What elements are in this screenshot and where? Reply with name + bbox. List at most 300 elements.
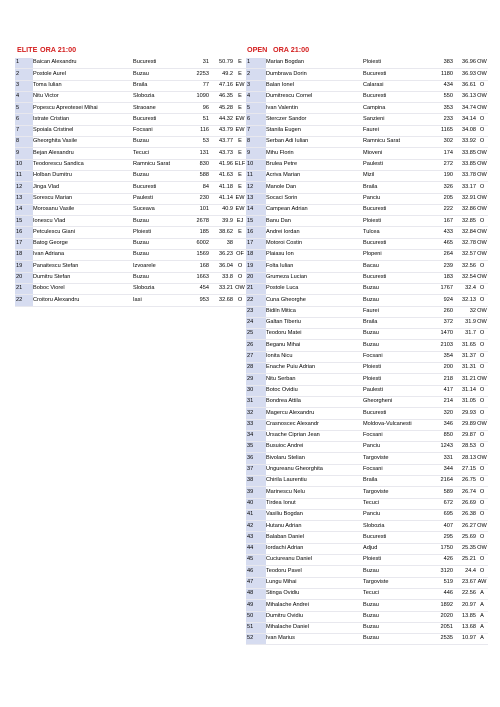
open-city-cell: Mizil <box>363 172 375 179</box>
open-name-cell: Ursache Ciprian Jean <box>266 432 320 439</box>
open-city-cell: Buzau <box>363 624 379 631</box>
open-value-cell: 233 <box>443 115 453 122</box>
open-value-cell: 331 <box>443 454 453 461</box>
elite-name-cell: Sorescu Marian <box>33 194 73 201</box>
open-class-cell: O <box>479 533 485 540</box>
open-value-cell: 326 <box>443 183 453 190</box>
open-speed-cell: 32.54 <box>462 273 476 280</box>
open-name-cell: Vasiliu Bogdan <box>266 511 303 518</box>
elite-class-cell: E <box>238 59 242 66</box>
open-class-cell: A <box>480 624 484 631</box>
open-table-row <box>246 317 488 328</box>
elite-rank-cell: 12 <box>15 182 33 193</box>
open-name-cell: Teodoru Pavel <box>266 567 302 574</box>
elite-value-cell: 84 <box>202 183 209 190</box>
elite-city-cell: Slobozia <box>133 93 155 100</box>
open-rank-cell: 33 <box>246 419 266 430</box>
open-city-cell: Ploiesti <box>363 364 382 371</box>
open-speed-cell: 32.86 <box>462 206 476 213</box>
open-city-cell: Slobozia <box>363 522 385 529</box>
open-value-cell: 672 <box>443 499 453 506</box>
open-table-row <box>246 374 488 385</box>
open-speed-cell: 28.13 <box>462 454 476 461</box>
elite-table-row <box>15 58 247 69</box>
open-class-cell: OW <box>477 206 487 213</box>
elite-city-cell: Iasi <box>133 296 142 303</box>
open-city-cell: Ploiesti <box>363 59 382 66</box>
elite-name-cell: Spoiala Cristinel <box>33 127 74 134</box>
open-table-row <box>246 204 488 215</box>
elite-rank-cell: 1 <box>15 58 33 69</box>
elite-value-cell: 1663 <box>196 273 209 280</box>
open-table-row <box>246 137 488 148</box>
elite-class-cell: O <box>237 296 243 303</box>
elite-name-cell: Nitu Victor <box>33 93 59 100</box>
open-table-row <box>246 453 488 464</box>
open-value-cell: 2535 <box>440 635 453 642</box>
open-city-cell: Focsani <box>363 466 383 473</box>
open-value-cell: 320 <box>443 409 453 416</box>
elite-table-row <box>15 80 247 91</box>
open-name-cell: Tirdea Ionut <box>266 499 296 506</box>
elite-rank-cell: 8 <box>15 137 33 148</box>
elite-speed-cell: 39.9 <box>222 217 233 224</box>
open-city-cell: Campina <box>363 104 386 111</box>
elite-city-cell: Tecuci <box>133 149 149 156</box>
elite-results-table <box>15 58 247 307</box>
elite-table-row <box>15 272 247 283</box>
open-class-cell: O <box>479 115 485 122</box>
elite-class-cell: ELF <box>234 161 246 168</box>
elite-table-row <box>15 250 247 261</box>
open-city-cell: Bacau <box>363 262 379 269</box>
elite-name-cell: Dumitru Stefan <box>33 273 71 280</box>
open-rank-cell: 9 <box>246 148 266 159</box>
open-speed-cell: 31.7 <box>465 330 476 337</box>
open-name-cell: Ivan Marius <box>266 635 295 642</box>
elite-rank-cell: 17 <box>15 238 33 249</box>
open-speed-cell: 36.13 <box>462 93 476 100</box>
open-value-cell: 1750 <box>440 545 453 552</box>
open-table-row <box>246 58 488 69</box>
open-city-cell: Buzau <box>363 296 379 303</box>
open-speed-cell: 25.35 <box>462 545 476 552</box>
elite-city-cell: Buzau <box>133 240 149 247</box>
elite-name-cell: Popescu Apreotesei Mihai <box>33 104 98 111</box>
elite-rank-cell: 14 <box>15 204 33 215</box>
open-speed-cell: 13.68 <box>462 624 476 631</box>
open-value-cell: 239 <box>443 262 453 269</box>
open-table-row <box>246 329 488 340</box>
elite-table-row <box>15 227 247 238</box>
open-table-row <box>246 475 488 486</box>
open-city-cell: Buzau <box>363 341 379 348</box>
open-rank-cell: 30 <box>246 385 266 396</box>
elite-class-cell: E <box>238 70 242 77</box>
open-class-cell: OW <box>477 59 487 66</box>
open-name-cell: Mihalache Daniel <box>266 624 309 631</box>
elite-value-cell: 116 <box>200 127 209 134</box>
open-speed-cell: 32.85 <box>462 217 476 224</box>
open-class-cell: O <box>479 511 485 518</box>
open-city-cell: Buzau <box>363 330 379 337</box>
open-class-cell: OW <box>477 93 487 100</box>
open-table-row <box>246 363 488 374</box>
open-value-cell: 695 <box>443 511 453 518</box>
open-rank-cell: 27 <box>246 351 266 362</box>
open-class-cell: OW <box>477 194 487 201</box>
open-results-table <box>246 58 488 645</box>
open-rank-cell: 36 <box>246 453 266 464</box>
open-rank-cell: 39 <box>246 487 266 498</box>
open-value-cell: 344 <box>443 466 453 473</box>
open-class-cell: O <box>479 432 485 439</box>
open-class-cell: O <box>479 330 485 337</box>
open-rank-cell: 18 <box>246 250 266 261</box>
open-speed-cell: 22.56 <box>462 590 476 597</box>
open-value-cell: 3120 <box>440 567 453 574</box>
open-table-row <box>246 634 488 645</box>
open-class-cell: O <box>479 262 485 269</box>
open-value-cell: 446 <box>443 590 453 597</box>
open-name-cell: Balaban Daniel <box>266 533 304 540</box>
open-value-cell: 2020 <box>440 612 453 619</box>
open-rank-cell: 10 <box>246 159 266 170</box>
open-speed-cell: 26.38 <box>462 511 476 518</box>
open-city-cell: Targoviste <box>363 579 389 585</box>
open-speed-cell: 31.21 <box>462 375 476 382</box>
elite-city-cell: Izvoarele <box>133 262 156 269</box>
elite-rank-cell: 13 <box>15 193 33 204</box>
elite-city-cell: Bucuresti <box>133 183 157 190</box>
elite-city-cell: Braila <box>133 81 148 88</box>
open-name-cell: Enache Puiu Adrian <box>266 364 316 371</box>
elite-speed-cell: 41.14 <box>219 194 233 201</box>
open-name-cell: Beganu Mihai <box>266 341 301 348</box>
open-city-cell: Bucuresti <box>363 409 387 416</box>
open-name-cell: Magercu Alexandru <box>266 409 315 416</box>
open-table-row <box>246 442 488 453</box>
elite-name-cell: Morosanu Vasile <box>33 206 75 213</box>
open-speed-cell: 29.87 <box>462 432 476 439</box>
open-value-cell: 465 <box>443 240 453 247</box>
elite-speed-cell: 44.32 <box>219 115 233 122</box>
elite-class-cell: E <box>238 172 242 179</box>
open-speed-cell: 31.31 <box>462 364 476 371</box>
open-city-cell: Targoviste <box>363 454 389 461</box>
open-rank-cell: 47 <box>246 577 266 588</box>
open-name-cell: Teodoru Matei <box>266 330 302 337</box>
open-city-cell: Bucuresti <box>363 273 387 280</box>
open-class-cell: O <box>479 217 485 224</box>
open-value-cell: 302 <box>443 138 453 145</box>
elite-name-cell: Gheorghita Vasile <box>33 138 78 145</box>
open-city-cell: Panciu <box>363 443 381 450</box>
open-city-cell: Tecuci <box>363 499 379 506</box>
elite-rank-cell: 10 <box>15 159 33 170</box>
elite-speed-cell: 38 <box>226 240 233 247</box>
open-value-cell: 214 <box>443 398 453 405</box>
open-rank-cell: 34 <box>246 430 266 441</box>
open-city-cell: Mioveni <box>363 149 383 156</box>
open-speed-cell: 34.08 <box>462 127 476 134</box>
open-speed-cell: 31.05 <box>462 398 476 405</box>
elite-class-cell: E <box>238 228 242 235</box>
open-class-cell: OW <box>477 149 487 156</box>
open-rank-cell: 15 <box>246 216 266 227</box>
open-table-row <box>246 566 488 577</box>
elite-table-row <box>15 91 247 102</box>
open-name-cell: Dumitru Ovidiu <box>266 612 303 619</box>
elite-speed-cell: 46.35 <box>219 93 233 100</box>
elite-speed-cell: 41.18 <box>219 183 233 190</box>
open-city-cell: Braila <box>363 183 378 190</box>
open-city-cell: Panciu <box>363 511 381 518</box>
open-value-cell: 850 <box>443 432 453 439</box>
open-class-cell: O <box>479 138 485 145</box>
open-value-cell: 353 <box>443 104 453 111</box>
elite-speed-cell: 40.9 <box>222 206 233 213</box>
open-speed-cell: 26.74 <box>462 488 476 495</box>
open-city-cell: Buzau <box>363 635 379 642</box>
open-speed-cell: 32.91 <box>462 194 476 201</box>
elite-name-cell: Panaitescu Stefan <box>33 262 79 269</box>
open-value-cell: 354 <box>443 353 453 360</box>
open-city-cell: Bucuresti <box>363 240 387 247</box>
open-class-cell: O <box>479 398 485 405</box>
open-value-cell: 417 <box>443 386 453 393</box>
open-speed-cell: 26.75 <box>462 477 476 484</box>
open-city-cell: Moldova-Vulcanesti <box>363 420 412 427</box>
open-time-label: ORA 21:00 <box>273 45 310 54</box>
elite-name-cell: Ivan Adriana <box>33 251 65 258</box>
elite-speed-cell: 49.2 <box>222 70 233 77</box>
open-class-cell: A <box>480 635 484 642</box>
open-table-row <box>246 487 488 498</box>
open-table-row <box>246 114 488 125</box>
open-name-cell: Bivolaru Stelian <box>266 454 305 461</box>
open-speed-cell: 33.78 <box>462 172 476 179</box>
open-speed-cell: 34.74 <box>462 104 476 111</box>
elite-table-row <box>15 114 247 125</box>
open-rank-cell: 25 <box>246 329 266 340</box>
open-city-cell: Tulcea <box>363 228 380 235</box>
open-name-cell: Campean Adrian <box>266 206 308 213</box>
open-value-cell: 346 <box>443 420 453 427</box>
elite-class-cell: EW <box>235 127 245 134</box>
open-name-cell: Ivan Valentin <box>266 104 298 111</box>
elite-city-cell: Buzau <box>133 70 149 77</box>
open-class-cell: O <box>479 341 485 348</box>
open-city-cell: Faurei <box>363 127 379 134</box>
open-value-cell: 426 <box>443 556 453 563</box>
open-table-row <box>246 521 488 532</box>
open-class-cell: OW <box>477 240 487 247</box>
open-value-cell: 550 <box>443 93 453 100</box>
elite-table-row <box>15 261 247 272</box>
open-name-cell: Serban Adi Iulian <box>266 138 309 145</box>
elite-value-cell: 588 <box>199 172 209 179</box>
open-speed-cell: 33.92 <box>462 138 476 145</box>
open-class-cell: OW <box>477 273 487 280</box>
open-table-row <box>246 622 488 633</box>
open-rank-cell: 22 <box>246 295 266 306</box>
open-table-row <box>246 498 488 509</box>
open-header <box>247 45 487 55</box>
open-speed-cell: 10.97 <box>462 635 476 642</box>
open-rank-cell: 41 <box>246 509 266 520</box>
elite-city-cell: Ramnicu Sarat <box>133 161 170 168</box>
open-class-cell: O <box>479 466 485 473</box>
elite-table-row <box>15 103 247 114</box>
open-table-row <box>246 543 488 554</box>
open-speed-cell: 32 <box>469 307 476 314</box>
open-rank-cell: 3 <box>246 80 266 91</box>
open-speed-cell: 32.4 <box>465 285 476 292</box>
open-city-cell: Plopeni <box>363 251 382 258</box>
elite-name-cell: Baican Alexandru <box>33 59 77 66</box>
open-rank-cell: 51 <box>246 622 266 633</box>
open-value-cell: 183 <box>443 273 453 280</box>
elite-value-cell: 185 <box>199 228 209 235</box>
open-rank-cell: 12 <box>246 182 266 193</box>
open-name-cell: Cuna Gheorghe <box>266 296 306 303</box>
open-speed-cell: 29.93 <box>462 409 476 416</box>
open-class-cell: O <box>479 183 485 190</box>
elite-rank-cell: 3 <box>15 80 33 91</box>
open-name-cell: Ionita Nicu <box>266 353 293 360</box>
open-name-cell: Botoc Ovidiu <box>266 386 298 393</box>
open-rank-cell: 24 <box>246 317 266 328</box>
open-speed-cell: 31.37 <box>462 353 476 360</box>
open-speed-cell: 36.96 <box>462 59 476 66</box>
elite-name-cell: Batog George <box>33 240 68 247</box>
open-speed-cell: 26.27 <box>462 522 476 529</box>
open-city-cell: Buzau <box>363 567 379 574</box>
open-rank-cell: 26 <box>246 340 266 351</box>
elite-speed-cell: 43.77 <box>219 138 233 145</box>
open-speed-cell: 32.78 <box>462 240 476 247</box>
open-class-cell: OW <box>477 522 487 529</box>
open-rank-cell: 14 <box>246 204 266 215</box>
open-speed-cell: 26.69 <box>462 499 476 506</box>
elite-class-cell: EJ <box>236 217 244 224</box>
elite-value-cell: 131 <box>199 149 209 156</box>
open-class-cell: O <box>479 409 485 416</box>
open-name-cell: Grumeza Lucian <box>266 273 308 280</box>
elite-table-row <box>15 204 247 215</box>
elite-rank-cell: 5 <box>15 103 33 114</box>
open-class-cell: AW <box>477 579 487 585</box>
open-table-row <box>246 216 488 227</box>
elite-class-cell: EW <box>235 115 245 122</box>
elite-time-label: ORA 21:00 <box>40 45 77 54</box>
elite-value-cell: 230 <box>199 194 209 201</box>
elite-value-cell: 101 <box>199 206 209 213</box>
open-table-row <box>246 306 488 317</box>
open-value-cell: 1165 <box>440 127 453 134</box>
open-class-cell: O <box>479 556 485 563</box>
elite-table-row <box>15 69 247 80</box>
open-table-row <box>246 250 488 261</box>
elite-speed-cell: 43.79 <box>219 127 233 134</box>
open-table-row <box>246 261 488 272</box>
open-value-cell: 383 <box>443 59 453 66</box>
open-name-cell: Folta Iulian <box>266 262 294 269</box>
open-speed-cell: 36.93 <box>462 70 476 77</box>
open-value-cell: 218 <box>443 375 453 382</box>
open-name-cell: Dumitrescu Cornel <box>266 93 313 100</box>
elite-table-row <box>15 216 247 227</box>
open-name-cell: Postole Luca <box>266 285 299 292</box>
open-table-row <box>246 125 488 136</box>
elite-name-cell: Ionescu Vlad <box>33 217 66 224</box>
open-rank-cell: 1 <box>246 58 266 69</box>
elite-table-row <box>15 137 247 148</box>
elite-rank-cell: 18 <box>15 250 33 261</box>
elite-table-row <box>15 125 247 136</box>
elite-table-row <box>15 159 247 170</box>
open-name-cell: Galtan Tiberiu <box>266 319 301 326</box>
elite-city-cell: Buzau <box>133 251 149 258</box>
open-name-cell: Marinescu Nelu <box>266 488 305 495</box>
open-rank-cell: 52 <box>246 634 266 645</box>
elite-value-cell: 2678 <box>196 217 209 224</box>
open-value-cell: 372 <box>443 319 453 326</box>
open-value-cell: 260 <box>443 307 453 314</box>
open-name-cell: Balan Ionel <box>266 81 294 88</box>
open-table-row <box>246 611 488 622</box>
open-value-cell: 205 <box>443 194 453 201</box>
elite-city-cell: Paulesti <box>133 194 153 201</box>
open-speed-cell: 31.9 <box>465 319 476 326</box>
open-class-cell: OW <box>477 545 487 552</box>
open-name-cell: Plaiasu Ion <box>266 251 294 258</box>
elite-class-cell: O <box>237 273 243 280</box>
open-speed-cell: 32.13 <box>462 296 476 303</box>
open-table-row <box>246 351 488 362</box>
open-value-cell: 1470 <box>440 330 453 337</box>
elite-speed-cell: 33.21 <box>219 285 233 292</box>
open-class-cell: A <box>480 601 484 608</box>
elite-rank-cell: 11 <box>15 170 33 181</box>
open-name-cell: Hutanu Adrian <box>266 522 302 529</box>
elite-name-cell: Croitoru Alexandru <box>33 296 80 303</box>
elite-city-cell: Bucuresti <box>133 115 157 122</box>
open-value-cell: 1180 <box>440 70 453 77</box>
open-rank-cell: 45 <box>246 555 266 566</box>
elite-city-cell: Bucuresti <box>133 59 157 66</box>
elite-table-row <box>15 170 247 181</box>
open-city-cell: Calarasi <box>363 81 384 88</box>
elite-class-cell: EW <box>235 194 245 201</box>
open-value-cell: 924 <box>443 296 453 303</box>
open-rank-cell: 38 <box>246 475 266 486</box>
open-speed-cell: 31.14 <box>462 386 476 393</box>
open-speed-cell: 25.69 <box>462 533 476 540</box>
elite-city-cell: Buzau <box>133 217 149 224</box>
elite-rank-cell: 22 <box>15 295 33 306</box>
elite-class-cell: E <box>238 93 242 100</box>
elite-speed-cell: 45.28 <box>219 104 233 111</box>
open-value-cell: 2164 <box>440 477 453 484</box>
open-speed-cell: 25.21 <box>462 556 476 563</box>
open-table-row <box>246 227 488 238</box>
open-value-cell: 407 <box>443 522 453 529</box>
open-speed-cell: 31.65 <box>462 341 476 348</box>
elite-rank-cell: 15 <box>15 216 33 227</box>
open-name-cell: Motoroi Costin <box>266 240 303 247</box>
